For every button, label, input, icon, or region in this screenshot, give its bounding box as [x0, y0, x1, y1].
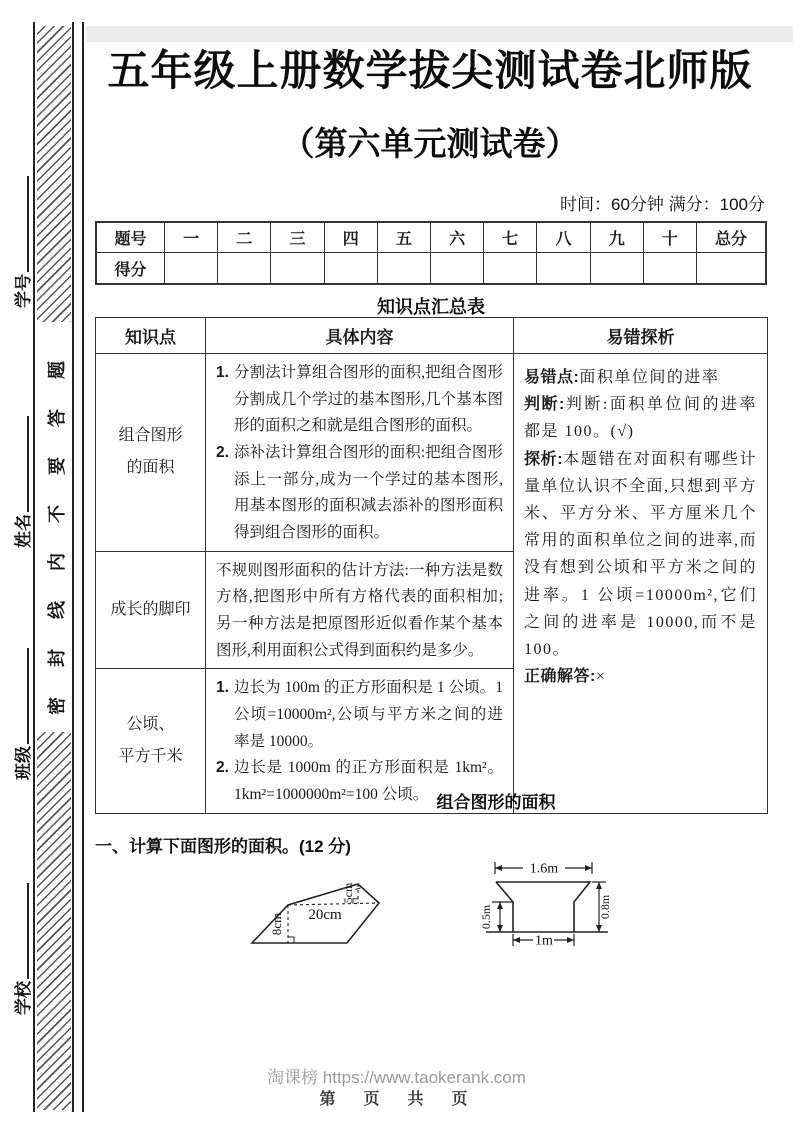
analysis-label: 探析: — [524, 450, 564, 468]
item-text: 添补法计算组合图形的面积:把组合图形添上一部分,成为一个学过的基本图形,用基本图形的面积减去添补的图形面积得到组合图形的面积。 — [234, 443, 503, 541]
analysis-text: 本题错在对面积有哪些计量单位认识不全面,只想到平方米、平方分米、平方厘米几个常用的面积单位之间的进率,而没有想到公顷和平方米之间的进率。1 公顷=10000m²,它们之间的进率是 10000,而不是 100。 — [524, 450, 758, 658]
item-text: 不规则图形面积的估计方法:一种方法是数方格,把图形中所有方格代表的面积相加;另一种方法是把原图形近似看作某个基本图形,利用面积公式得到面积约是多少。 — [216, 561, 503, 659]
class-label: 班级 — [14, 746, 33, 780]
score-header-cell: 七 — [484, 223, 537, 253]
score-header-cell: 三 — [271, 223, 324, 253]
item-number: 2. — [216, 759, 229, 777]
dim-1.6m: 1.6m — [529, 861, 559, 877]
student-id-label: 学号 — [14, 274, 33, 308]
analysis-text: 面积单位间的进率 — [579, 369, 720, 386]
score-header-cell: 题号 — [97, 223, 165, 253]
school-label: 学校 — [14, 981, 33, 1015]
score-empty-cell — [325, 253, 378, 283]
score-header-cell: 总分 — [697, 223, 765, 253]
page-number-line: 第 页 共 页 — [319, 1091, 474, 1108]
score-empty-cell — [218, 253, 271, 283]
score-empty-cell — [165, 253, 218, 283]
figure-trapezoid-funnel — [478, 856, 618, 956]
point-cell-footprints: 成长的脚印 — [96, 551, 206, 669]
error-analysis-cell — [514, 354, 768, 814]
dim-5cm: 5cm — [341, 882, 355, 904]
figure-composite-pentagon — [222, 862, 392, 954]
school-field — [9, 835, 31, 1015]
score-header-cell: 九 — [591, 223, 644, 253]
student-id-field — [9, 128, 31, 308]
score-empty-cell — [378, 253, 431, 283]
seal-text: 密封线内不要答题 — [47, 331, 67, 715]
point-cell-composite-area: 组合图形 的面积 — [96, 354, 206, 552]
dim-0.8m: 0.8m — [598, 894, 612, 920]
summary-table-title: 知识点汇总表 — [377, 297, 485, 317]
score-header-cell: 一 — [165, 223, 218, 253]
item-number: 1. — [216, 364, 229, 381]
student-name-field — [9, 368, 31, 548]
seal-hatch-top — [37, 26, 71, 322]
paper-title: 五年级上册数学拔尖测试卷北师版 — [107, 47, 753, 94]
class-field — [9, 600, 31, 780]
knowledge-summary-table — [95, 317, 768, 814]
score-header-cell: 八 — [537, 223, 590, 253]
item-number: 2. — [216, 443, 229, 461]
summary-header-analysis: 易错探析 — [514, 318, 768, 354]
dim-1m: 1m — [535, 933, 553, 949]
dim-0.5m: 0.5m — [479, 904, 493, 930]
question-1: 一、计算下面图形的面积。(12 分) — [95, 837, 351, 856]
student-name-blank-line — [14, 416, 29, 512]
analysis-label: 正确解答: — [524, 668, 596, 686]
content-cell-composite-area — [206, 354, 514, 552]
analysis-text: 判断:面积单位间的进率都是 100。(√) — [524, 396, 757, 441]
seal-line-outer — [82, 22, 84, 1112]
item-text: 分割法计算组合图形的面积,把组合图形分割成几个学过的基本图形,几个基本图形的面积之和就是组合图形的面积。 — [234, 364, 503, 435]
score-empty-cell — [591, 253, 644, 283]
content-cell-footprints — [206, 551, 514, 669]
analysis-text: × — [595, 668, 607, 686]
score-empty-cell — [644, 253, 697, 283]
student-id-blank-line — [14, 176, 29, 272]
score-row-label: 得分 — [97, 253, 165, 283]
table-row — [96, 354, 768, 552]
seal-line-right — [72, 22, 74, 1112]
score-empty-cell — [697, 253, 765, 283]
time-score-meta: 时间：60分钟 满分：100分 — [560, 195, 765, 214]
student-name-label: 姓名 — [14, 514, 33, 548]
school-blank-line — [14, 883, 29, 979]
score-empty-cell — [537, 253, 590, 283]
score-header-cell: 四 — [325, 223, 378, 253]
score-empty-cell — [271, 253, 324, 283]
score-header-cell: 二 — [218, 223, 271, 253]
seal-line-left — [33, 22, 35, 1112]
seal-hatch-bottom — [37, 732, 71, 1110]
item-text: 边长为 100m 的正方形面积是 1 公顷。1 公顷=10000m²,公顷与平方米之间的进率是 10000。 — [234, 679, 503, 750]
section-title: 组合图形的面积 — [436, 793, 556, 812]
dim-20cm: 20cm — [308, 907, 342, 923]
analysis-label: 易错点: — [524, 369, 580, 386]
summary-header-content: 具体内容 — [206, 318, 514, 354]
paper-subtitle: （第六单元测试卷） — [281, 125, 579, 162]
analysis-label: 判断: — [524, 396, 565, 414]
score-empty-cell — [484, 253, 537, 283]
item-text: 边长是 1000m 的正方形面积是 1km²。1km²=1000000m²=100 公顷。 — [234, 759, 503, 803]
score-header-cell: 六 — [431, 223, 484, 253]
watermark-site: 淘课榜 https://www.taokerank.com — [267, 1068, 526, 1087]
score-empty-cell — [431, 253, 484, 283]
summary-header-point: 知识点 — [96, 318, 206, 354]
item-number: 1. — [216, 679, 229, 697]
score-header-cell: 十 — [644, 223, 697, 253]
score-table — [95, 221, 767, 285]
dim-8cm: 8cm — [269, 912, 284, 936]
score-header-cell: 五 — [378, 223, 431, 253]
point-cell-hectare: 公顷、 平方千米 — [96, 669, 206, 813]
class-blank-line — [14, 648, 29, 744]
